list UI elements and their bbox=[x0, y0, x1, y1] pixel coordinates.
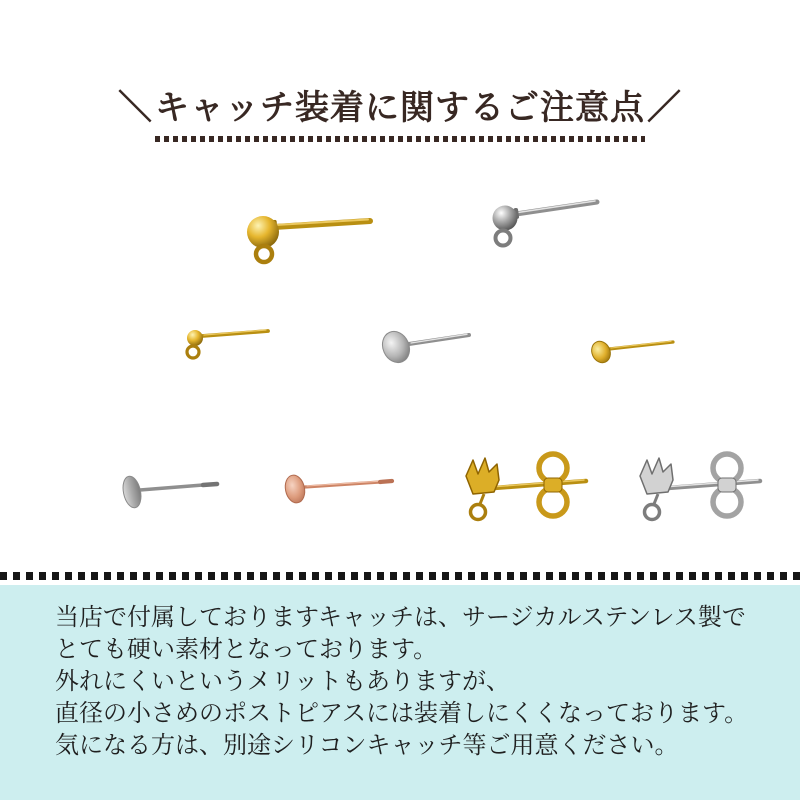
notice-line-5: 気になる方は、別途シリコンキャッチ等ご用意ください。 bbox=[55, 732, 679, 759]
title-text: キャッチ装着に関するご注意点 bbox=[155, 88, 645, 142]
notice-line-3: 外れにくいというメリットもありますが、 bbox=[55, 668, 511, 695]
page-title bbox=[0, 88, 800, 142]
title-slash-right: ／ bbox=[647, 89, 682, 127]
gold-ball-post-earring-small-image bbox=[182, 320, 274, 368]
rose-gold-flat-pad-post-earring-image bbox=[280, 468, 398, 512]
notice-line-2: とても硬い素材となっております。 bbox=[55, 636, 438, 663]
notice-line-1: 当店で付属しておりますキャッチは、サージカルステンレス製で bbox=[55, 604, 746, 631]
notice-box bbox=[0, 585, 800, 800]
gold-prong-post-earring-with-butterfly-catch-image bbox=[456, 448, 594, 536]
silver-cup-post-earring-image bbox=[376, 325, 474, 373]
notice-line-4: 直径の小さめのポストピアスには装着しにくくなっております。 bbox=[55, 700, 749, 727]
dashed-divider bbox=[0, 572, 800, 580]
silver-ball-post-earring-large-image bbox=[485, 188, 605, 254]
title-slash-left: ＼ bbox=[118, 89, 153, 127]
gold-ball-post-earring-large-image bbox=[236, 196, 378, 274]
gold-cup-post-earring-image bbox=[588, 334, 678, 376]
silver-flat-pad-post-earring-image bbox=[117, 468, 222, 516]
silver-prong-post-earring-with-butterfly-catch-image bbox=[630, 448, 768, 536]
